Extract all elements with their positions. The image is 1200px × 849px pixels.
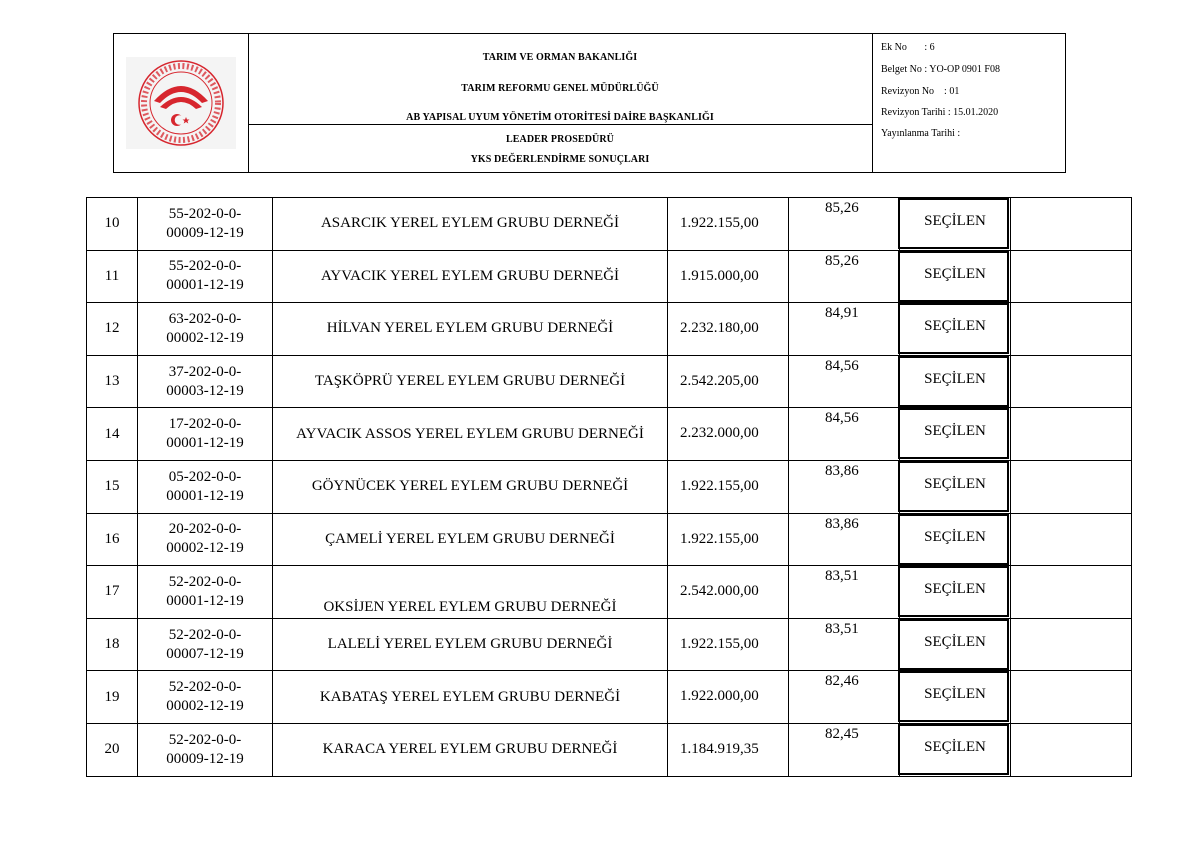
application-code-line2: 00007-12-19	[166, 645, 244, 662]
row-number-cell	[86, 723, 137, 776]
application-code-line1: 52-202-0-0-	[168, 679, 242, 696]
score: 84,56	[825, 410, 859, 427]
amount-cell	[667, 723, 788, 776]
application-code-cell	[137, 513, 272, 566]
score: 82,46	[825, 673, 859, 690]
amount-cell	[667, 513, 788, 566]
amount-cell	[667, 250, 788, 303]
score-cell	[788, 618, 899, 671]
group-name: KARACA YEREL EYLEM GRUBU DERNEĞİ	[322, 741, 618, 758]
revizyon-tarihi: Revizyon Tarihi : 15.01.2020	[881, 107, 999, 118]
table-row	[86, 407, 1132, 460]
score: 82,45	[825, 726, 859, 742]
amount-cell	[667, 565, 788, 618]
score: 83,51	[825, 568, 859, 585]
ministry-logo-icon	[126, 57, 236, 149]
row-number-cell	[86, 618, 137, 671]
row-number-cell	[86, 407, 137, 460]
application-code-cell	[137, 723, 272, 776]
amount: 1.922.155,00	[680, 635, 759, 652]
row-number: 16	[104, 530, 120, 547]
status-box	[898, 461, 1009, 512]
amount-cell	[667, 302, 788, 355]
status-label: SEÇİLEN	[924, 423, 986, 440]
document-meta	[873, 34, 1065, 172]
amount-cell	[667, 670, 788, 723]
application-code-cell	[137, 565, 272, 618]
status-box	[898, 566, 1009, 617]
group-name-cell	[272, 565, 667, 618]
score: 84,91	[825, 305, 859, 322]
application-code-line1: 37-202-0-0-	[168, 363, 242, 380]
row-number: 19	[104, 688, 120, 705]
score-cell	[788, 250, 899, 303]
group-name: AYVACIK YEREL EYLEM GRUBU DERNEĞİ	[320, 267, 620, 284]
row-number: 15	[104, 478, 120, 495]
application-code-line1: 63-202-0-0-	[168, 310, 242, 327]
score-cell	[788, 407, 899, 460]
status-box	[898, 408, 1009, 459]
table-bottom-border	[86, 776, 1132, 777]
group-name: ASARCIK YEREL EYLEM GRUBU DERNEĞİ	[320, 215, 620, 232]
status-box	[898, 356, 1009, 407]
group-name-cell	[272, 250, 667, 303]
empty-cell	[1010, 618, 1132, 671]
application-code-cell	[137, 460, 272, 513]
row-number-cell	[86, 565, 137, 618]
score-cell	[788, 197, 899, 250]
amount: 1.922.000,00	[680, 688, 759, 705]
row-number: 12	[104, 320, 120, 337]
application-code-cell	[137, 407, 272, 460]
row-number-cell	[86, 355, 137, 408]
directorate-name: TARIM REFORMU GENEL MÜDÜRLÜĞÜ	[461, 83, 659, 94]
row-number: 18	[104, 636, 120, 653]
group-name: GÖYNÜCEK YEREL EYLEM GRUBU DERNEĞİ	[311, 478, 629, 495]
department-name: AB YAPISAL UYUM YÖNETİM OTORİTESİ DAİRE BAŞKANLIĞI	[406, 112, 714, 123]
status-label: SEÇİLEN	[924, 213, 986, 229]
amount: 1.922.155,00	[680, 530, 759, 547]
group-name-cell	[272, 723, 667, 776]
application-code-line1: 20-202-0-0-	[168, 521, 242, 538]
status-box	[898, 303, 1009, 354]
amount: 2.232.000,00	[680, 425, 759, 442]
procedure-name: LEADER PROSEDÜRÜ	[505, 134, 614, 145]
table-row	[86, 302, 1132, 355]
application-code-line2: 00002-12-19	[166, 329, 244, 346]
application-code-cell	[137, 302, 272, 355]
application-code-line2: 00001-12-19	[166, 435, 244, 452]
group-name: HİLVAN YEREL EYLEM GRUBU DERNEĞİ	[326, 320, 614, 337]
group-name: TAŞKÖPRÜ YEREL EYLEM GRUBU DERNEĞİ	[314, 373, 626, 390]
application-code-line2: 00001-12-19	[166, 592, 244, 609]
score: 83,86	[825, 515, 859, 532]
score-cell	[788, 670, 899, 723]
application-code-cell	[137, 250, 272, 303]
empty-cell	[1010, 513, 1132, 566]
application-code-line1: 52-202-0-0-	[168, 573, 242, 590]
empty-cell	[1010, 723, 1132, 776]
amount: 2.542.205,00	[680, 372, 759, 389]
status-box	[898, 514, 1009, 565]
row-number: 17	[104, 583, 120, 600]
table-row	[86, 197, 1132, 250]
revizyon-no: Revizyon No : 01	[881, 86, 960, 97]
status-box	[898, 251, 1009, 302]
empty-cell	[1010, 302, 1132, 355]
group-name: KABATAŞ YEREL EYLEM GRUBU DERNEĞİ	[319, 688, 621, 705]
empty-cell	[1010, 460, 1132, 513]
score-cell	[788, 355, 899, 408]
status-label: SEÇİLEN	[924, 476, 986, 492]
row-number-cell	[86, 302, 137, 355]
table-row	[86, 670, 1132, 723]
score-cell	[788, 302, 899, 355]
amount-cell	[667, 618, 788, 671]
group-name-cell	[272, 670, 667, 723]
application-code-line2: 00001-12-19	[166, 277, 244, 294]
amount: 1.922.155,00	[680, 478, 759, 494]
application-code-line2: 00001-12-19	[166, 487, 244, 504]
application-code-line2: 00009-12-19	[166, 224, 244, 241]
status-label: SEÇİLEN	[924, 370, 986, 387]
table-row	[86, 723, 1132, 776]
application-code-line1: 55-202-0-0-	[168, 205, 242, 222]
amount-cell	[667, 407, 788, 460]
amount: 1.915.000,00	[680, 267, 759, 284]
table-row	[86, 250, 1132, 303]
document-title: YKS DEĞERLENDİRME SONUÇLARI	[470, 154, 650, 165]
score: 84,56	[825, 357, 859, 374]
table-row	[86, 565, 1132, 618]
application-code-line1: 17-202-0-0-	[168, 416, 242, 433]
application-code-line1: 52-202-0-0-	[168, 731, 242, 748]
table-row	[86, 513, 1132, 566]
score-cell	[788, 565, 899, 618]
group-name: ÇAMELİ YEREL EYLEM GRUBU DERNEĞİ	[325, 530, 615, 547]
group-name-cell	[272, 513, 667, 566]
score-cell	[788, 460, 899, 513]
row-number: 10	[104, 215, 120, 232]
status-box	[898, 619, 1009, 670]
status-label: SEÇİLEN	[924, 265, 986, 282]
row-number-cell	[86, 670, 137, 723]
status-label: SEÇİLEN	[924, 581, 986, 598]
empty-cell	[1010, 407, 1132, 460]
ek-no: Ek No : 6	[881, 42, 935, 53]
yayinlanma-tarihi: Yayınlanma Tarihi :	[881, 128, 961, 139]
empty-cell	[1010, 670, 1132, 723]
header-titles	[248, 34, 873, 172]
status-box	[898, 724, 1009, 775]
application-code-cell	[137, 670, 272, 723]
amount: 1.184.919,35	[680, 741, 759, 757]
amount: 2.542.000,00	[680, 583, 759, 600]
table-row	[86, 460, 1132, 513]
row-number-cell	[86, 513, 137, 566]
document-header	[113, 33, 1066, 173]
group-name-cell	[272, 460, 667, 513]
score-cell	[788, 723, 899, 776]
status-label: SEÇİLEN	[924, 318, 986, 335]
group-name-cell	[272, 302, 667, 355]
row-number: 13	[104, 373, 120, 390]
application-code-cell	[137, 618, 272, 671]
group-name: LALELİ YEREL EYLEM GRUBU DERNEĞİ	[327, 636, 613, 653]
table-row	[86, 618, 1132, 671]
group-name-cell	[272, 355, 667, 408]
row-number-cell	[86, 460, 137, 513]
belge-no: Belget No : YO-OP 0901 F08	[881, 64, 1000, 75]
empty-cell	[1010, 197, 1132, 250]
group-name: OKSİJEN YEREL EYLEM GRUBU DERNEĞİ	[323, 598, 617, 615]
application-code-line2: 00002-12-19	[166, 698, 244, 715]
group-name-cell	[272, 197, 667, 250]
application-code-line2: 00009-12-19	[166, 750, 244, 767]
score: 83,86	[825, 463, 859, 479]
status-label: SEÇİLEN	[924, 686, 986, 703]
score: 85,26	[825, 252, 859, 269]
empty-cell	[1010, 355, 1132, 408]
group-name-cell	[272, 407, 667, 460]
empty-cell	[1010, 565, 1132, 618]
row-number: 14	[104, 425, 120, 442]
status-box	[898, 671, 1009, 722]
status-box	[898, 198, 1009, 249]
application-code-cell	[137, 197, 272, 250]
empty-cell	[1010, 250, 1132, 303]
row-number: 20	[104, 741, 120, 758]
application-code-line1: 05-202-0-0-	[168, 468, 242, 485]
application-code-line1: 55-202-0-0-	[168, 258, 242, 275]
row-number: 11	[104, 267, 120, 284]
application-code-line2: 00003-12-19	[166, 382, 244, 399]
row-number-cell	[86, 250, 137, 303]
score: 83,51	[825, 620, 859, 637]
application-code-line2: 00002-12-19	[166, 540, 244, 557]
amount: 2.232.180,00	[680, 320, 759, 337]
row-number-cell	[86, 197, 137, 250]
table-row	[86, 355, 1132, 408]
amount-cell	[667, 355, 788, 408]
status-label: SEÇİLEN	[924, 739, 986, 755]
group-name-cell	[272, 618, 667, 671]
amount-cell	[667, 460, 788, 513]
application-code-line1: 52-202-0-0-	[168, 626, 242, 643]
ministry-name: TARIM VE ORMAN BAKANLIĞI	[482, 52, 638, 63]
group-name: AYVACIK ASSOS YEREL EYLEM GRUBU DERNEĞİ	[296, 425, 644, 442]
application-code-cell	[137, 355, 272, 408]
amount-cell	[667, 197, 788, 250]
status-label: SEÇİLEN	[924, 528, 986, 545]
logo-cell	[114, 34, 249, 172]
amount: 1.922.155,00	[680, 215, 759, 231]
status-label: SEÇİLEN	[924, 633, 986, 650]
score: 85,26	[825, 200, 859, 216]
score-cell	[788, 513, 899, 566]
